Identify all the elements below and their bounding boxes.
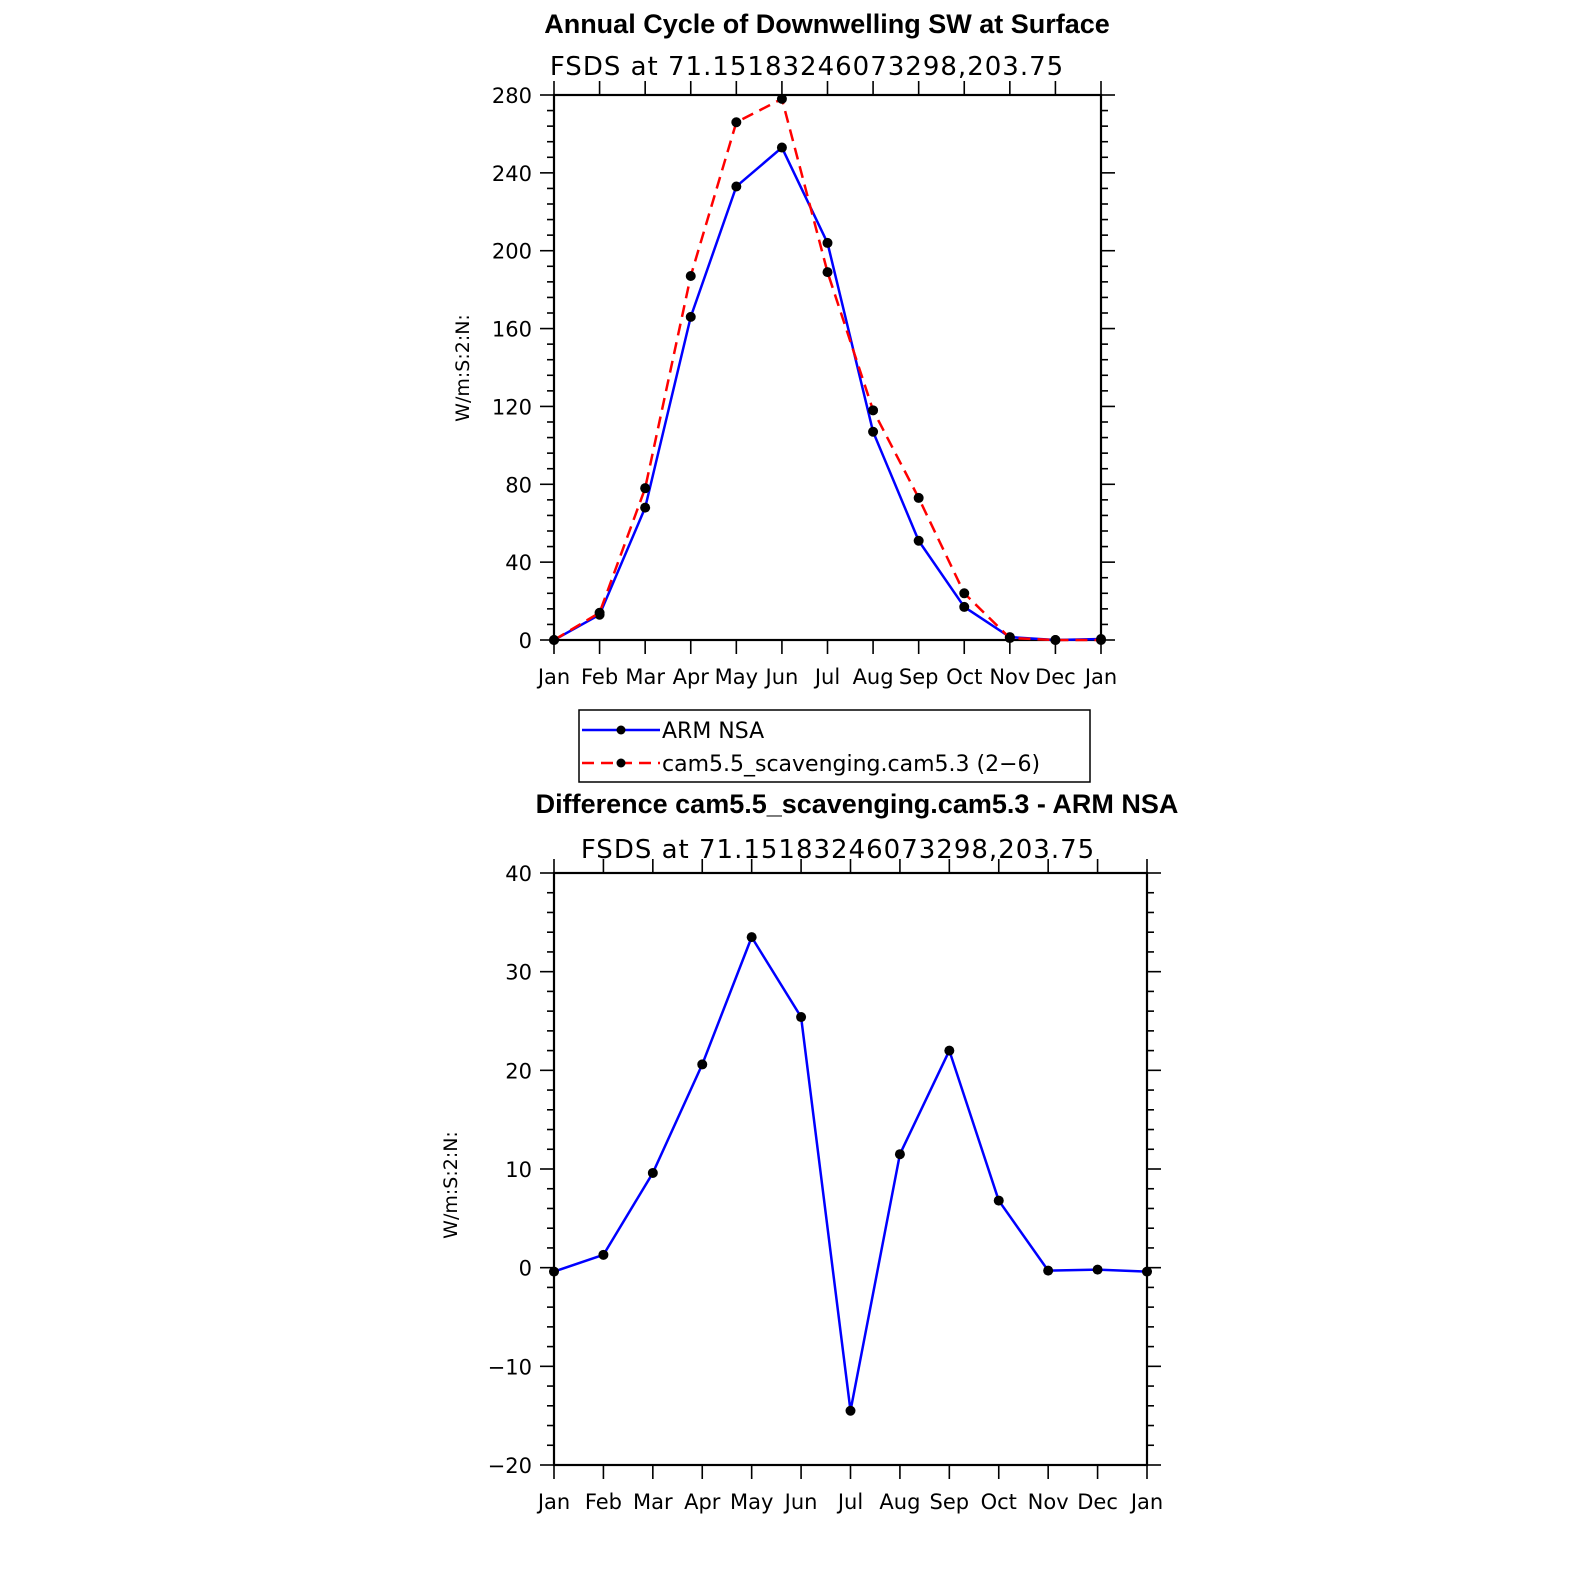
series-0-point <box>1142 1267 1152 1277</box>
x-tick-label: Jun <box>765 665 799 689</box>
x-tick-label: Jun <box>784 1490 818 1514</box>
x-tick-label: Nov <box>989 665 1031 689</box>
legend-label-arm-nsa: ARM NSA <box>662 719 765 744</box>
y-tick-label: −10 <box>487 1355 532 1380</box>
y-tick-label: 0 <box>518 629 532 653</box>
y-tick-label: 120 <box>491 395 532 420</box>
x-tick-label: Dec <box>1035 665 1076 689</box>
series-line-0 <box>554 937 1147 1411</box>
x-tick-label: Dec <box>1077 1490 1118 1514</box>
y-tick-label: 40 <box>505 862 532 886</box>
x-tick-label: May <box>729 1490 774 1514</box>
series-1-point <box>1096 635 1106 645</box>
series-1-point <box>686 271 696 281</box>
chart1-title: Annual Cycle of Downwelling SW at Surface <box>544 9 1110 39</box>
x-tick-label: Jan <box>537 665 571 689</box>
series-0-point <box>686 312 696 322</box>
series-0-point <box>959 602 969 612</box>
chart1-legend <box>579 710 1090 782</box>
series-0-point <box>1043 1266 1053 1276</box>
y-tick-label: −20 <box>487 1454 532 1478</box>
x-tick-label: Jan <box>1130 1490 1164 1514</box>
x-tick-label: Apr <box>672 665 709 689</box>
plot-frame <box>554 95 1101 640</box>
chart1-axes <box>492 81 1117 689</box>
x-tick-label: Jan <box>537 1490 571 1514</box>
series-line-0 <box>554 148 1101 640</box>
x-tick-label: Jul <box>814 665 841 689</box>
series-0-point <box>823 238 833 248</box>
series-0-point <box>747 932 757 942</box>
x-tick-label: Mar <box>625 665 665 689</box>
chart2-title: Difference cam5.5_scavenging.cam5.3 - ARM NSA <box>535 789 1179 819</box>
x-tick-label: Mar <box>633 1490 673 1514</box>
x-tick-label: Sep <box>898 665 939 689</box>
y-tick-label: 240 <box>491 161 532 186</box>
legend-marker-cam55 <box>617 759 626 768</box>
series-1-point <box>959 588 969 598</box>
y-tick-label: 0 <box>518 1256 532 1281</box>
chart2-subtitle: FSDS at 71.15183246073298,203.75 <box>580 835 1096 865</box>
series-0-point <box>914 536 924 546</box>
series-1-point <box>549 635 559 645</box>
y-tick-label: 30 <box>505 960 532 985</box>
annual-cycle-chart <box>452 9 1117 782</box>
x-tick-label: Feb <box>580 665 619 689</box>
series-0-point <box>895 1149 905 1159</box>
series-0-point <box>697 1059 707 1069</box>
y-tick-label: 10 <box>505 1158 532 1182</box>
plot-frame <box>554 873 1147 1465</box>
series-1-point <box>823 267 833 277</box>
y-tick-label: 280 <box>491 84 532 108</box>
series-0-point <box>731 181 741 191</box>
x-tick-label: Sep <box>929 1490 970 1514</box>
series-1-point <box>914 493 924 503</box>
series-0-point <box>1093 1265 1103 1275</box>
y-tick-label: 160 <box>491 317 532 342</box>
series-0-point <box>994 1196 1004 1206</box>
series-0-point <box>846 1406 856 1416</box>
x-tick-label: Oct <box>946 665 983 689</box>
series-0-point <box>777 143 787 153</box>
series-0-point <box>640 503 650 513</box>
series-0-point <box>549 1267 559 1277</box>
chart1-subtitle: FSDS at 71.15183246073298,203.75 <box>549 52 1065 82</box>
x-tick-label: Apr <box>684 1490 721 1514</box>
series-1-point <box>595 608 605 618</box>
x-tick-label: May <box>714 665 759 689</box>
chart2-ylabel: W/m:S:2:N: <box>440 1131 462 1239</box>
x-tick-label: Feb <box>584 1490 623 1514</box>
difference-chart <box>440 789 1178 1514</box>
series-1-point <box>1050 635 1060 645</box>
series-0-point <box>944 1046 954 1056</box>
chart1-series <box>549 94 1106 645</box>
chart2-axes <box>488 859 1164 1514</box>
legend-marker-arm-nsa <box>617 726 626 735</box>
x-tick-label: Nov <box>1027 1490 1069 1514</box>
chart1-ylabel: W/m:S:2:N: <box>452 314 474 422</box>
series-1-point <box>731 117 741 127</box>
series-1-point <box>777 94 787 104</box>
series-line-1 <box>554 99 1101 640</box>
x-tick-label: Oct <box>980 1490 1017 1514</box>
series-1-point <box>868 405 878 415</box>
series-0-point <box>598 1250 608 1260</box>
x-tick-label: Jan <box>1084 665 1118 689</box>
y-tick-label: 20 <box>505 1059 532 1084</box>
chart2-series <box>549 932 1152 1416</box>
series-0-point <box>648 1168 658 1178</box>
y-tick-label: 200 <box>491 239 532 264</box>
series-1-point <box>640 483 650 493</box>
series-0-point <box>868 427 878 437</box>
y-tick-label: 40 <box>505 551 532 576</box>
series-0-point <box>796 1012 806 1022</box>
series-1-point <box>1005 633 1015 643</box>
y-tick-label: 80 <box>505 473 532 498</box>
x-tick-label: Aug <box>852 665 894 689</box>
x-tick-label: Jul <box>837 1490 864 1514</box>
x-tick-label: Aug <box>879 1490 921 1514</box>
legend-label-cam55: cam5.5_scavenging.cam5.3 (2−6) <box>662 752 1041 777</box>
